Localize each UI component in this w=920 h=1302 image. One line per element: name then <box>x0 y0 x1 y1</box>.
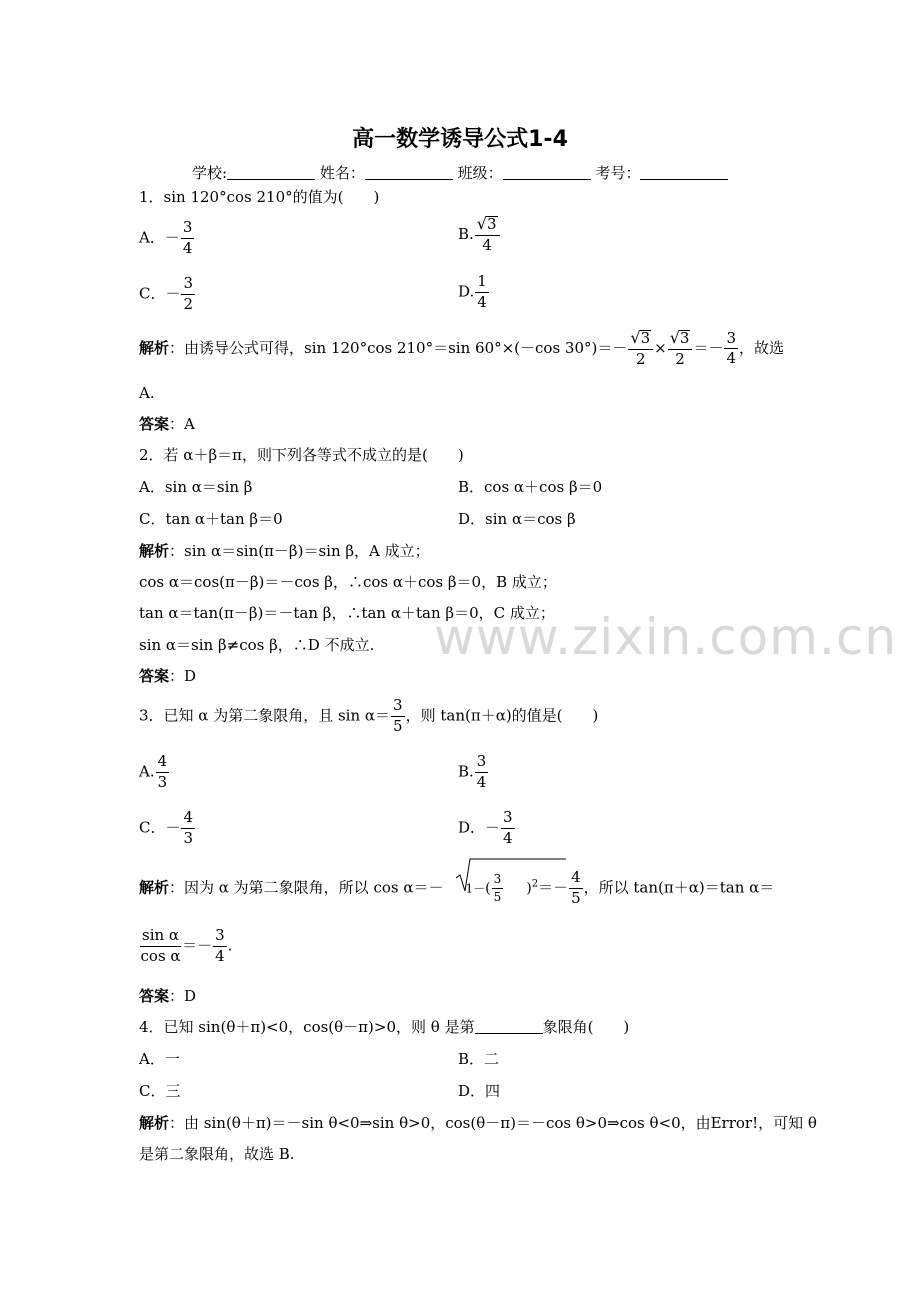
q4-option-d: D．四 <box>458 1082 501 1100</box>
q4-option-a: A．一 <box>139 1050 180 1068</box>
q2-analysis-3: tan α＝tan(π－β)＝－tan β，∴tan α＋tan β＝0，C 成立； <box>139 604 555 622</box>
name-label: 姓名： <box>319 164 365 182</box>
q3-option-d: D．－ $\frac{3}{4}$ <box>458 808 513 847</box>
q2-option-b: B．cos α＋cos β＝0 <box>458 478 603 496</box>
q3-option-c: C．－ $\frac{4}{3}$ <box>139 808 194 847</box>
q1-option-b: B. √ 3 4 <box>458 216 501 254</box>
q1-option-c: C．－ $\frac{3}{2}$ <box>139 274 194 313</box>
header-fields <box>192 162 728 183</box>
q2-option-c: C．tan α＋tan β＝0 <box>139 510 283 528</box>
number-label: 考号： <box>595 164 641 182</box>
q2-stem: 2．若 α＋β＝π，则下列各等式不成立的是( ) <box>139 446 464 464</box>
q1-analysis: 解析：由诱导公式可得，sin 120°cos 210°＝sin 60°×(－cos 30°)＝－ √ 3 2 × √ 3 2 ＝－ $\frac{3}{4}$ ，故选 <box>139 328 785 368</box>
q4-analysis-2: 是第二象限角，故选 B. <box>139 1145 295 1163</box>
q3-stem: 3．已知 α 为第二象限角，且 sin α＝ $\frac{3}{5}$ ，则 tan(π＋α)的值是( ) <box>139 696 599 735</box>
q1-option-a: A．－ $\frac{3}{4}$ <box>139 218 193 257</box>
class-label: 班级： <box>457 164 503 182</box>
number-blank <box>640 165 728 180</box>
school-label: 学校: <box>192 164 228 182</box>
sqrt-sign <box>456 858 566 892</box>
q4-option-b: B．二 <box>458 1050 500 1068</box>
q2-analysis-2: cos α＝cos(π－β)＝－cos β，∴cos α＋cos β＝0，B 成立； <box>139 573 557 591</box>
q1-stem: 1．sin 120°cos 210°的值为( ) <box>139 188 380 206</box>
q3-option-b: B. $\frac{3}{4}$ <box>458 752 487 791</box>
q2-analysis-1: 解析：sin α＝sin(π－β)＝sin β，A 成立； <box>139 542 430 560</box>
class-blank <box>503 165 591 180</box>
q4-blank <box>475 1019 543 1034</box>
q3-analysis: 解析：因为 α 为第二象限角，所以 cos α＝－ 1－( $\frac{3}{5}$ )$^2$＝－ $\frac{4}{5}$ ，所以 tan(π＋α)＝tan α＝ <box>139 868 775 907</box>
page-title: 高一数学诱导公式1-4 <box>352 127 568 152</box>
analysis-label: 解析 <box>139 338 170 357</box>
q2-option-d: D．sin α＝cos β <box>458 510 576 528</box>
q2-answer: 答案：D <box>139 667 197 685</box>
watermark: www.zixin.com.cn <box>434 608 898 666</box>
q3-answer: 答案：D <box>139 987 197 1005</box>
q3-analysis-cont: $\frac{\text{sin α}}{\text{cos α}}$ ＝－ $\frac{3}{4}$ . <box>140 926 233 965</box>
q4-stem: 4．已知 sin(θ＋π)<0，cos(θ－π)>0，则 θ 是第 象限角( ) <box>139 1018 630 1036</box>
q1-analysis-cont: A. <box>139 384 155 402</box>
school-blank <box>227 165 315 180</box>
q2-analysis-4: sin α＝sin β≠cos β，∴D 不成立. <box>139 636 375 654</box>
name-blank <box>365 165 453 180</box>
q1-option-d: D. $\frac{1}{4}$ <box>458 272 487 311</box>
q3-option-a: A. $\frac{4}{3}$ <box>139 752 168 791</box>
q1-answer: 答案：A <box>139 415 195 433</box>
q4-analysis-1: 解析：由 sin(θ＋π)＝－sin θ<0⇒sin θ>0，cos(θ－π)＝－cos θ>0⇒cos θ<0，由Error!，可知 θ <box>139 1114 817 1132</box>
q4-option-c: C．三 <box>139 1082 181 1100</box>
q2-option-a: A．sin α＝sin β <box>139 478 253 496</box>
